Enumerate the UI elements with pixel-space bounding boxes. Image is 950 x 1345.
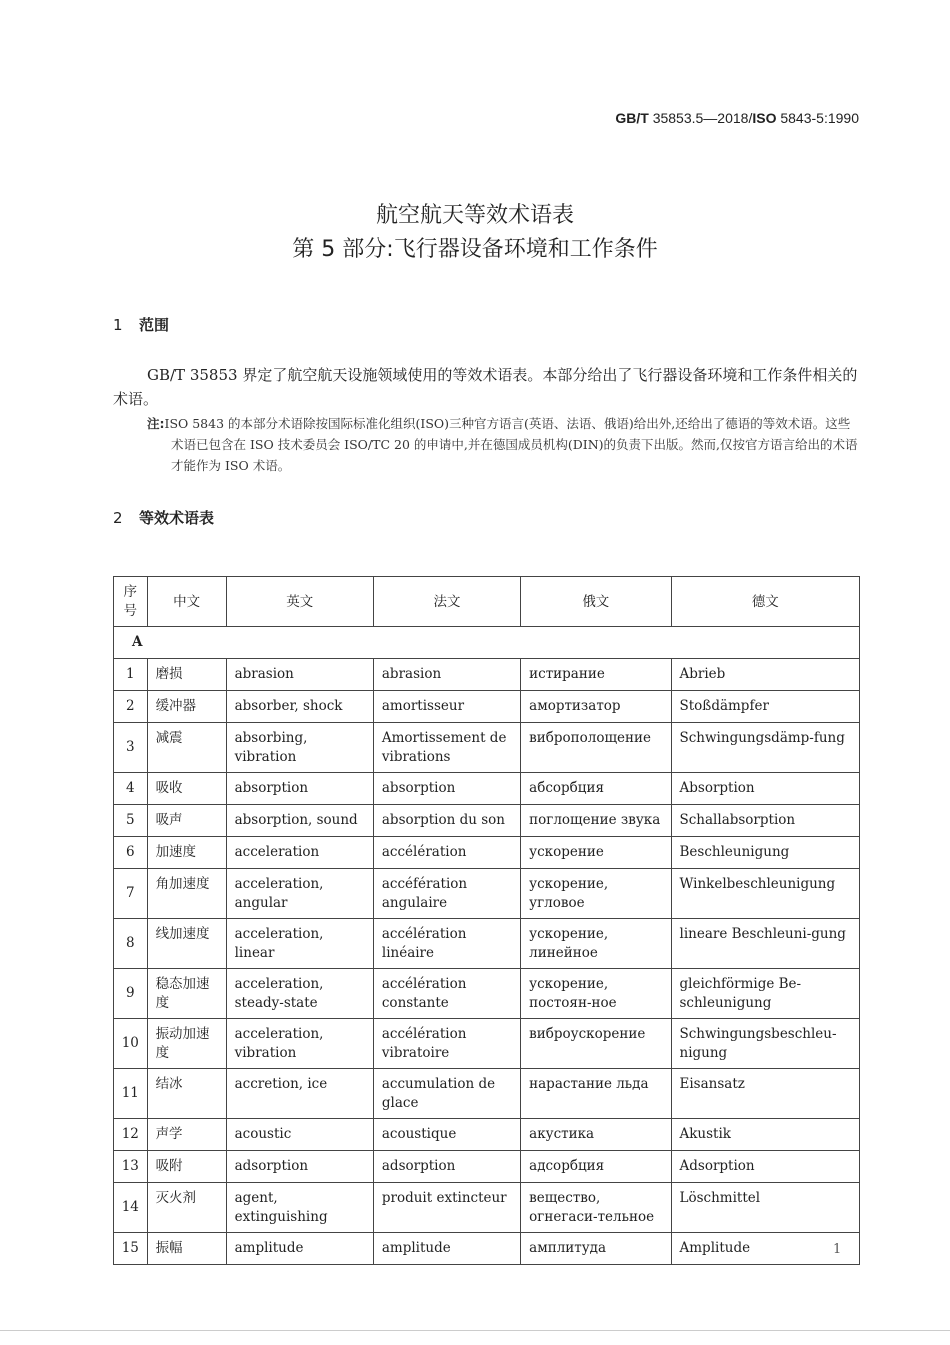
table-row xyxy=(114,1183,860,1233)
cell-chinese: 缓冲器 xyxy=(147,691,226,723)
cell-number: 9 xyxy=(114,969,148,1019)
header-russian: 俄文 xyxy=(521,577,671,627)
cell-german: Stoßdämpfer xyxy=(671,691,860,723)
cell-french: accumulation de glace xyxy=(373,1069,520,1119)
table-row xyxy=(114,869,860,919)
cell-german: Löschmittel xyxy=(671,1183,860,1233)
table-row xyxy=(114,805,860,837)
cell-number: 11 xyxy=(114,1069,148,1119)
scope-paragraph: GB/T 35853 界定了航空航天设施领域使用的等效术语表。本部分给出了飞行器设备环境和工作条件相关的术语。 xyxy=(113,366,858,408)
cell-german: Schwingungsdämp-fung xyxy=(671,723,860,773)
header-english: 英文 xyxy=(226,577,373,627)
cell-chinese: 声学 xyxy=(147,1119,226,1151)
bottom-rule xyxy=(0,1330,950,1331)
cell-english: acceleration, vibration xyxy=(226,1019,373,1069)
cell-french: absorption du son xyxy=(373,805,520,837)
cell-number: 14 xyxy=(114,1183,148,1233)
cell-russian: нарастание льда xyxy=(521,1069,671,1119)
cell-chinese: 吸附 xyxy=(147,1151,226,1183)
table-row xyxy=(114,837,860,869)
group-letter-row xyxy=(114,627,860,659)
cell-number: 8 xyxy=(114,919,148,969)
cell-english: amplitude xyxy=(226,1233,373,1265)
cell-french: accélération linéaire xyxy=(373,919,520,969)
cell-number: 3 xyxy=(114,723,148,773)
cell-english: absorption, sound xyxy=(226,805,373,837)
cell-russian: ускорение, постоян-ное xyxy=(521,969,671,1019)
cell-german: Absorption xyxy=(671,773,860,805)
cell-english: adsorption xyxy=(226,1151,373,1183)
standard-code: GB/T 35853.5—2018/ISO 5843-5:1990 xyxy=(615,110,859,126)
header-german: 德文 xyxy=(671,577,860,627)
table-header-row xyxy=(114,577,860,627)
cell-russian: виброускорение xyxy=(521,1019,671,1069)
note-label: 注: xyxy=(147,416,165,431)
cell-number: 12 xyxy=(114,1119,148,1151)
cell-russian: ускорение, линейное xyxy=(521,919,671,969)
terms-table xyxy=(113,576,860,1265)
cell-russian: амплитуда xyxy=(521,1233,671,1265)
page-number: 1 xyxy=(833,1242,842,1257)
table-row xyxy=(114,1069,860,1119)
cell-french: produit extincteur xyxy=(373,1183,520,1233)
cell-number: 4 xyxy=(114,773,148,805)
table-row xyxy=(114,1151,860,1183)
cell-russian: амортизатор xyxy=(521,691,671,723)
cell-german: gleichförmige Be-schleunigung xyxy=(671,969,860,1019)
cell-german: Akustik xyxy=(671,1119,860,1151)
cell-chinese: 振幅 xyxy=(147,1233,226,1265)
group-letter: A xyxy=(114,627,860,659)
cell-chinese: 吸声 xyxy=(147,805,226,837)
cell-chinese: 振动加速度 xyxy=(147,1019,226,1069)
cell-english: abrasion xyxy=(226,659,373,691)
cell-chinese: 结冰 xyxy=(147,1069,226,1119)
cell-chinese: 线加速度 xyxy=(147,919,226,969)
cell-number: 1 xyxy=(114,659,148,691)
table-row xyxy=(114,1233,860,1265)
header-chinese: 中文 xyxy=(147,577,226,627)
cell-english: acoustic xyxy=(226,1119,373,1151)
cell-english: absorbing, vibration xyxy=(226,723,373,773)
cell-chinese: 稳态加速度 xyxy=(147,969,226,1019)
cell-russian: акустика xyxy=(521,1119,671,1151)
cell-number: 13 xyxy=(114,1151,148,1183)
cell-german: lineare Beschleuni-gung xyxy=(671,919,860,969)
cell-number: 15 xyxy=(114,1233,148,1265)
cell-russian: истирание xyxy=(521,659,671,691)
cell-german: Winkelbeschleunigung xyxy=(671,869,860,919)
document-title-line2: 第 5 部分:飞行器设备环境和工作条件 xyxy=(292,237,658,262)
cell-english: absorption xyxy=(226,773,373,805)
cell-german: Beschleunigung xyxy=(671,837,860,869)
cell-french: absorption xyxy=(373,773,520,805)
cell-french: Amortissement de vibrations xyxy=(373,723,520,773)
cell-german: Adsorption xyxy=(671,1151,860,1183)
document-title-line1: 航空航天等效术语表 xyxy=(375,203,574,228)
cell-russian: ускорение, угловое xyxy=(521,869,671,919)
table-row xyxy=(114,969,860,1019)
cell-german: Amplitude xyxy=(671,1233,860,1265)
header-french: 法文 xyxy=(373,577,520,627)
cell-russian: вещество, огнегаси-тельное xyxy=(521,1183,671,1233)
cell-english: agent, extinguishing xyxy=(226,1183,373,1233)
cell-chinese: 吸收 xyxy=(147,773,226,805)
cell-french: accéfération angulaire xyxy=(373,869,520,919)
cell-number: 5 xyxy=(114,805,148,837)
table-row xyxy=(114,723,860,773)
cell-french: abrasion xyxy=(373,659,520,691)
table-row xyxy=(114,659,860,691)
cell-russian: абсорбция xyxy=(521,773,671,805)
cell-german: Abrieb xyxy=(671,659,860,691)
section-heading-scope: 1 范围 xyxy=(113,316,170,334)
cell-french: accélération constante xyxy=(373,969,520,1019)
cell-chinese: 灭火剂 xyxy=(147,1183,226,1233)
table-row xyxy=(114,1119,860,1151)
cell-english: acceleration, angular xyxy=(226,869,373,919)
cell-russian: адсорбция xyxy=(521,1151,671,1183)
cell-french: adsorption xyxy=(373,1151,520,1183)
table-row xyxy=(114,773,860,805)
table-row xyxy=(114,919,860,969)
cell-french: amortisseur xyxy=(373,691,520,723)
table-row xyxy=(114,1019,860,1069)
cell-russian: ускорение xyxy=(521,837,671,869)
cell-english: acceleration, linear xyxy=(226,919,373,969)
table-row xyxy=(114,691,860,723)
cell-chinese: 加速度 xyxy=(147,837,226,869)
cell-chinese: 磨损 xyxy=(147,659,226,691)
cell-russian: виброполощение xyxy=(521,723,671,773)
note-block xyxy=(147,413,860,476)
cell-french: accélération xyxy=(373,837,520,869)
cell-english: accretion, ice xyxy=(226,1069,373,1119)
cell-german: Schallabsorption xyxy=(671,805,860,837)
cell-french: acoustique xyxy=(373,1119,520,1151)
note-text: ISO 5843 的本部分术语除按国际标准化组织(ISO)三种官方语言(英语、法语、俄语)给出外,还给出了德语的等效术语。这些术语已包含在 ISO 技术委员会 ISO/TC 20 的申请中,并在德国成员机构(DIN)的负责下出版。然而,仅按官方语言给出的术语才能作为 ISO 术语。 xyxy=(164,416,858,473)
cell-number: 7 xyxy=(114,869,148,919)
cell-french: accélération vibratoire xyxy=(373,1019,520,1069)
cell-german: Schwingungsbeschleu-nigung xyxy=(671,1019,860,1069)
cell-french: amplitude xyxy=(373,1233,520,1265)
cell-number: 10 xyxy=(114,1019,148,1069)
cell-english: absorber, shock xyxy=(226,691,373,723)
cell-english: acceleration xyxy=(226,837,373,869)
cell-number: 6 xyxy=(114,837,148,869)
cell-english: acceleration, steady-state xyxy=(226,969,373,1019)
cell-number: 2 xyxy=(114,691,148,723)
cell-chinese: 减震 xyxy=(147,723,226,773)
cell-german: Eisansatz xyxy=(671,1069,860,1119)
section-heading-terms: 2 等效术语表 xyxy=(113,509,215,527)
header-number: 序号 xyxy=(114,577,148,627)
cell-chinese: 角加速度 xyxy=(147,869,226,919)
cell-russian: поглощение звука xyxy=(521,805,671,837)
